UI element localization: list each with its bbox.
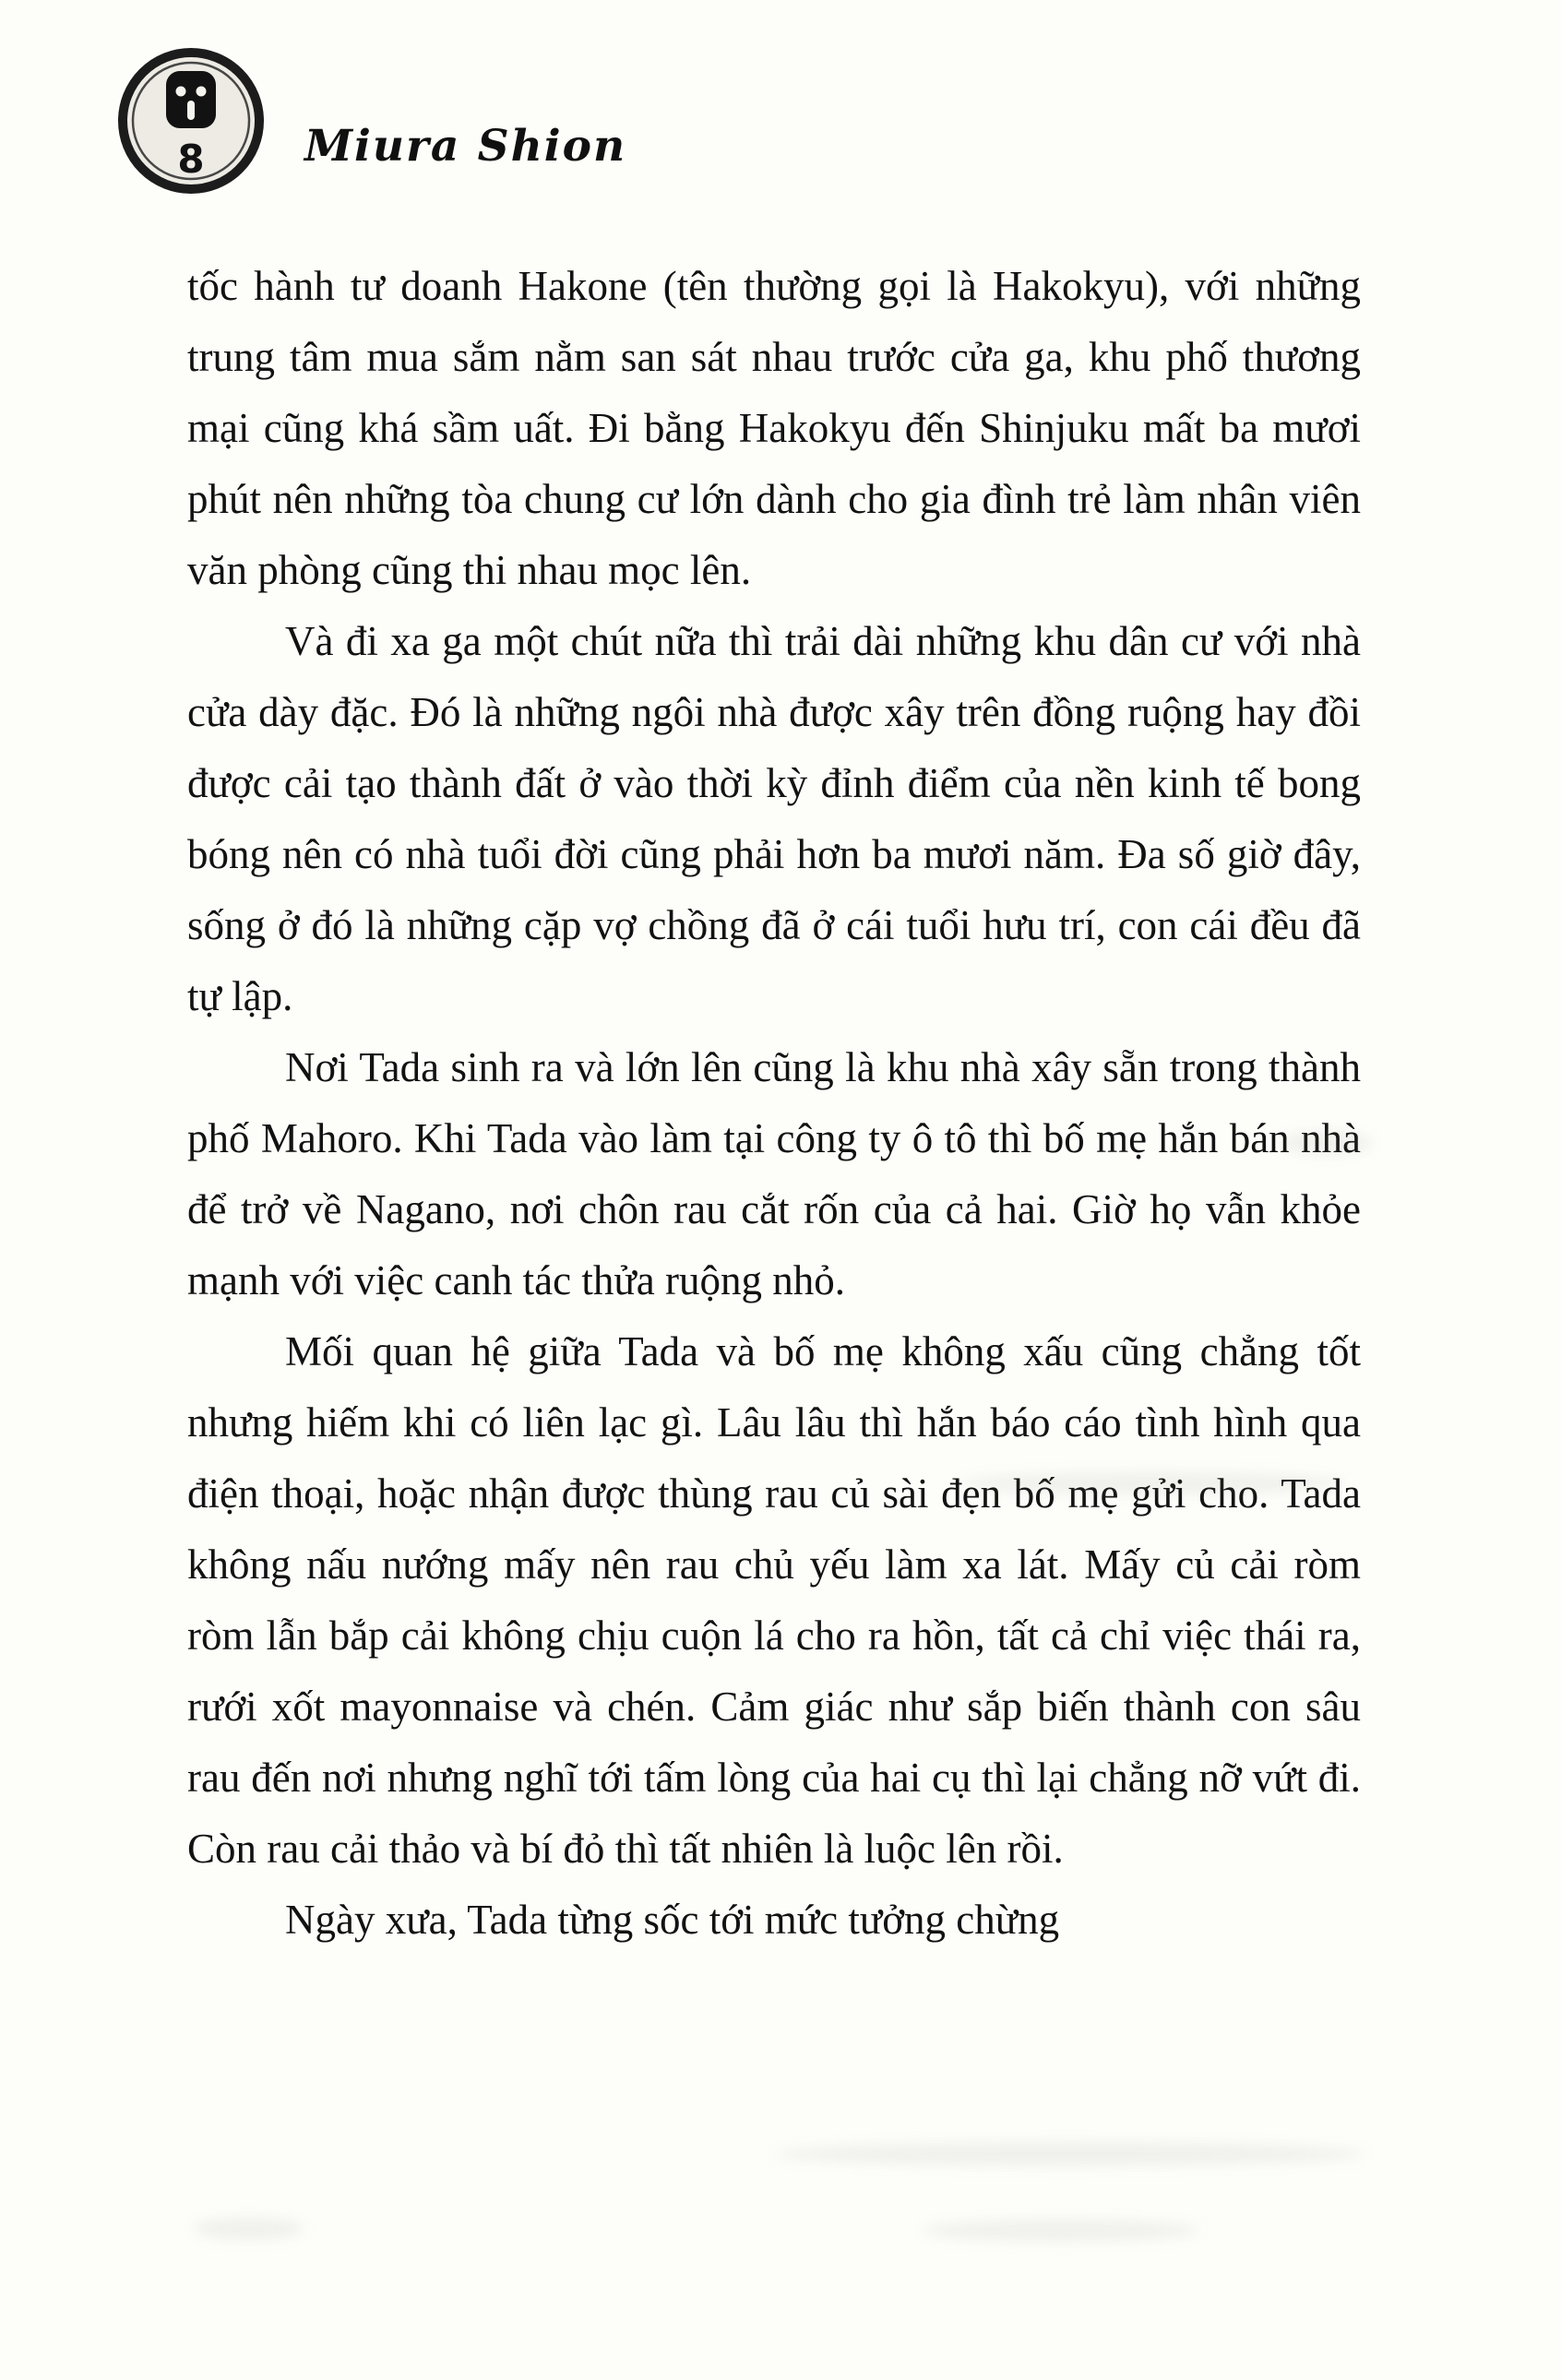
publisher-stamp-icon bbox=[116, 46, 266, 196]
page-header bbox=[116, 46, 626, 196]
scan-smudge bbox=[775, 2142, 1365, 2166]
paragraph-2: Và đi xa ga một chút nữa thì trải dài những khu dân cư với nhà cửa dày đặc. Đó là những ngôi nhà được xây trên đồng ruộng hay đồi được cải tạo thành đất ở vào thời kỳ đỉnh điểm của nền kinh tế bong bóng nên có nhà tuổi đời cũng phải hơn ba mươi năm. Đa số giờ đây, sống ở đó là những cặp vợ chồng đã ở cái tuổi hưu trí, con cái đều đã tự lập. bbox=[187, 618, 1361, 1019]
paragraph-1: tốc hành tư doanh Hakone (tên thường gọi là Hakokyu), với những trung tâm mua sắm nằm san sát nhau trước cửa ga, khu phố thương mại cũng khá sầm uất. Đi bằng Hakokyu đến Shinjuku mất ba mươi phút nên những tòa chung cư lớn dành cho gia đình trẻ làm nhân viên văn phòng cũng thi nhau mọc lên. bbox=[187, 263, 1361, 593]
author-name: Miura Shion bbox=[304, 121, 627, 172]
scan-smudge bbox=[194, 2218, 304, 2240]
stamp-logo-graphic bbox=[116, 46, 266, 196]
scan-smudge bbox=[923, 2219, 1199, 2242]
paragraph-4: Mối quan hệ giữa Tada và bố mẹ không xấu cũng chẳng tốt nhưng hiếm khi có liên lạc gì. Lâu lâu thì hắn báo cáo tình hình qua điện thoại, hoặc nhận được thùng rau củ sài đẹn bố mẹ gửi cho. Tada không nấu nướng mấy nên rau chủ yếu làm xa lát. Mấy củ cải ròm ròm lẫn bắp cải không chịu cuộn lá cho ra hồn, tất cả chỉ việc thái ra, rưới xốt mayonnaise và chén. Cảm giác như sắp biến thành con sâu rau đến nơi nhưng nghĩ tới tấm lòng của hai cụ thì lại chẳng nỡ vứt đi. Còn rau cải thảo và bí đỏ thì tất nhiên là luộc lên rồi. bbox=[187, 1328, 1361, 1872]
paragraph-5: Ngày xưa, Tada từng sốc tới mức tưởng chừng bbox=[285, 1897, 1060, 1943]
page-number: 8 bbox=[177, 137, 205, 182]
paragraph-3: Nơi Tada sinh ra và lớn lên cũng là khu nhà xây sẵn trong thành phố Mahoro. Khi Tada vào làm tại công ty ô tô thì bố mẹ hắn bán nhà để trở về Nagano, nơi chôn rau cắt rốn của cả hai. Giờ họ vẫn khỏe mạnh với việc canh tác thửa ruộng nhỏ. bbox=[187, 1044, 1361, 1303]
body-text bbox=[187, 251, 1361, 1956]
